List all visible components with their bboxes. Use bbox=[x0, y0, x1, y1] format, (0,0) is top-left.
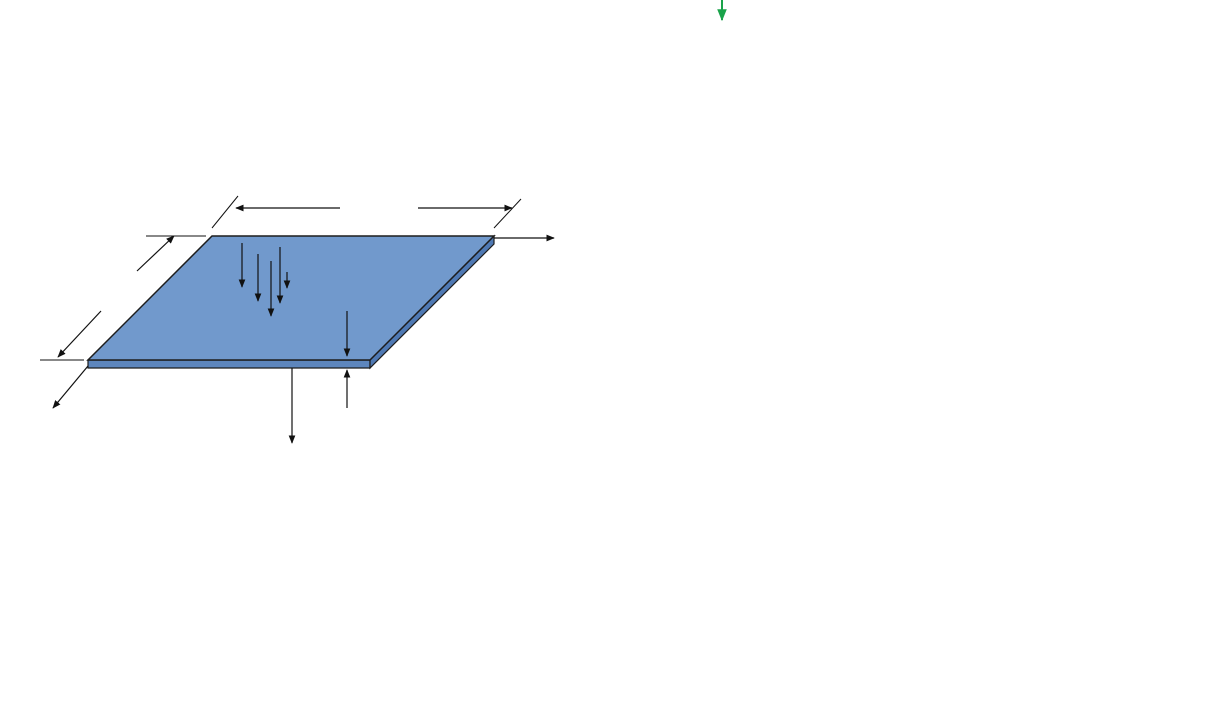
dim-b-arrow-upper bbox=[137, 236, 174, 271]
y-axis-arrow bbox=[53, 366, 88, 408]
question-4 bbox=[622, 338, 1102, 369]
question-5 bbox=[82, 524, 1142, 555]
dim-a-ext-left bbox=[212, 196, 238, 228]
plate-front-face bbox=[88, 360, 370, 368]
dim-b-arrow-lower bbox=[58, 311, 101, 357]
dim-a-ext-right bbox=[494, 199, 521, 228]
question-3 bbox=[622, 182, 1102, 213]
